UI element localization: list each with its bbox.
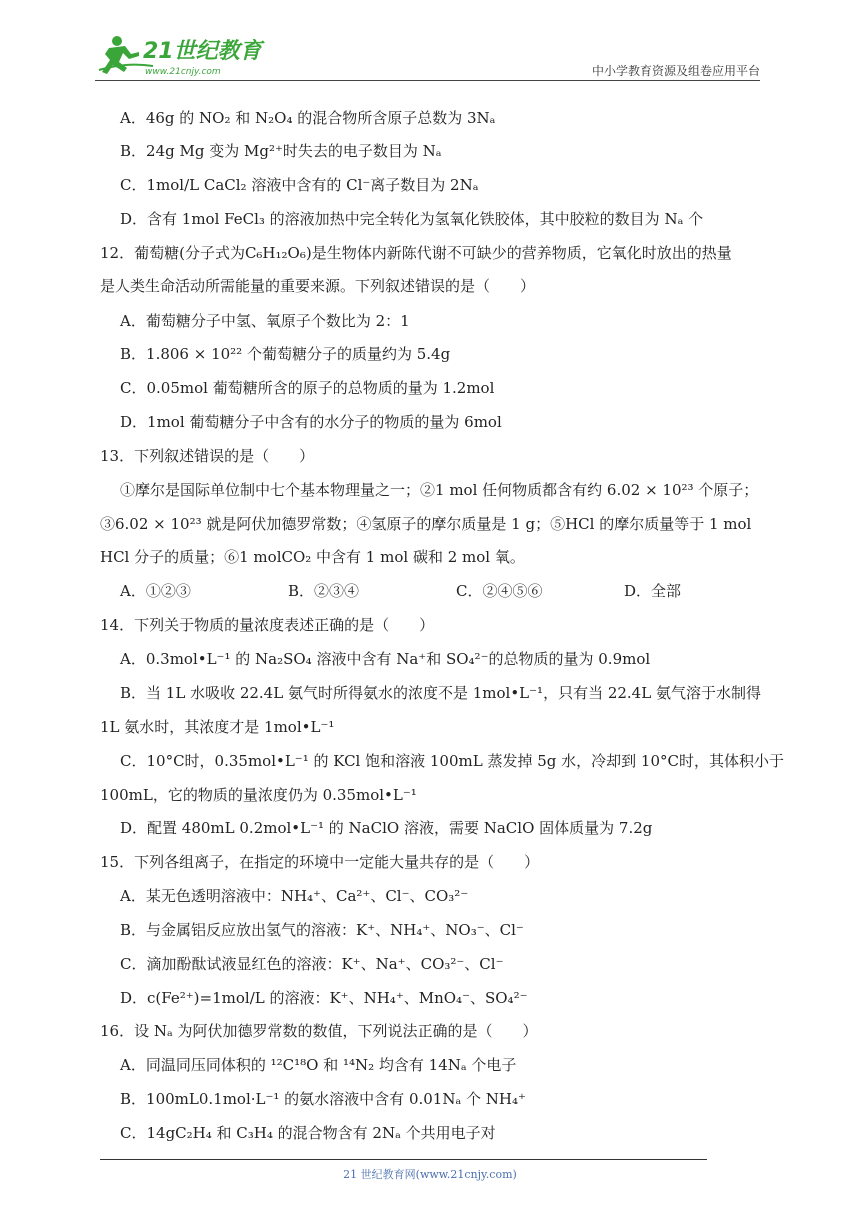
q13-statement-line1: ①摩尔是国际单位制中七个基本物理量之一；②1 mol 任何物质都含有约 6.02 × 10²³ 个原子； xyxy=(120,481,759,499)
q14-option-a: A．0.3mol•L⁻¹ 的 Na₂SO₄ 溶液中含有 Na⁺和 SO₄²⁻的总物质的量为 0.9mol xyxy=(120,650,651,668)
q14-stem: 14．下列关于物质的量浓度表述正确的是（ ） xyxy=(100,616,435,634)
q13-option-a: A．①②③ xyxy=(120,582,191,600)
q11-option-a: A．46g 的 NO₂ 和 N₂O₄ 的混合物所含原子总数为 3Nₐ xyxy=(120,109,496,127)
footer-link[interactable]: 21 世纪教育网(www.21cnjy.com) xyxy=(343,1168,517,1181)
q15-option-b: B．与金属铝反应放出氢气的溶液：K⁺、NH₄⁺、NO₃⁻、Cl⁻ xyxy=(120,921,524,939)
q13-options xyxy=(120,580,765,601)
q15-option-a: A．某无色透明溶液中：NH₄⁺、Ca²⁺、Cl⁻、CO₃²⁻ xyxy=(120,887,469,905)
page-header xyxy=(95,26,760,82)
q15-option-d: D．c(Fe²⁺)=1mol/L 的溶液：K⁺、NH₄⁺、MnO₄⁻、SO₄²⁻ xyxy=(120,989,528,1007)
footer-divider xyxy=(100,1159,707,1160)
q14-option-c-line2: 100mL，它的物质的量浓度仍为 0.35mol•L⁻¹ xyxy=(100,786,417,804)
q15-stem: 15．下列各组离子，在指定的环境中一定能大量共存的是（ ） xyxy=(100,853,540,871)
q13-option-d: D．全部 xyxy=(624,582,682,600)
q12-option-b: B．1.806 × 10²² 个葡萄糖分子的质量约为 5.4g xyxy=(120,345,451,363)
q16-option-c: C．14gC₂H₄ 和 C₃H₄ 的混合物含有 2Nₐ 个共用电子对 xyxy=(120,1124,496,1142)
q13-stem: 13．下列叙述错误的是（ ） xyxy=(100,447,315,465)
q14-option-b-line2: 1L 氨水时，其浓度才是 1mol•L⁻¹ xyxy=(100,718,335,736)
q11-option-d: D．含有 1mol FeCl₃ 的溶液加热中完全转化为氢氧化铁胶体，其中胶粒的数目为 Nₐ 个 xyxy=(120,210,704,228)
q13-statement-line2: ③6.02 × 10²³ 就是阿伏加德罗常数；④氢原子的摩尔质量是 1 g；⑤HCl 的摩尔质量等于 1 mol xyxy=(100,515,752,533)
q14-option-b-line1: B．当 1L 水吸收 22.4L 氨气时所得氨水的浓度不是 1mol•L⁻¹，只有当 22.4L 氨气溶于水制得 xyxy=(120,684,761,702)
q11-option-b: B．24g Mg 变为 Mg²⁺时失去的电子数目为 Nₐ xyxy=(120,142,442,160)
header-divider xyxy=(95,80,760,81)
q16-option-a: A．同温同压同体积的 ¹²C¹⁸O 和 ¹⁴N₂ 均含有 14Nₐ 个电子 xyxy=(120,1056,517,1074)
q16-stem: 16．设 Nₐ 为阿伏加德罗常数的数值，下列说法正确的是（ ） xyxy=(100,1022,538,1040)
logo-text: 21世纪教育 xyxy=(143,39,262,64)
q12-stem-line1: 12．葡萄糖(分子式为C₆H₁₂O₆)是生物体内新陈代谢不可缺少的营养物质，它氧化时放出的热量 xyxy=(100,244,732,262)
q15-option-c: C．滴加酚酞试液显红色的溶液：K⁺、Na⁺、CO₃²⁻、Cl⁻ xyxy=(120,955,504,973)
q13-option-c: C．②④⑤⑥ xyxy=(456,582,543,600)
logo-url: www.21cnjy.com xyxy=(145,67,221,77)
q12-stem-line2: 是人类生命活动所需能量的重要来源。下列叙述错误的是（ ） xyxy=(100,277,536,295)
q14-option-c-line1: C．10°C时，0.35mol•L⁻¹ 的 KCl 饱和溶液 100mL 蒸发掉 5g 水，冷却到 10°C时，其体积小于 xyxy=(120,752,784,770)
q13-option-b: B．②③④ xyxy=(288,582,360,600)
q11-option-c: C．1mol/L CaCl₂ 溶液中含有的 Cl⁻离子数目为 2Nₐ xyxy=(120,176,479,194)
platform-name: 中小学教育资源及组卷应用平台 xyxy=(591,64,760,78)
q16-option-b: B．100mL0.1mol·L⁻¹ 的氨水溶液中含有 0.01Nₐ 个 NH₄⁺ xyxy=(120,1090,526,1108)
logo-21cnjy xyxy=(95,32,295,78)
q14-option-d: D．配置 480mL 0.2mol•L⁻¹ 的 NaClO 溶液，需要 NaClO 固体质量为 7.2g xyxy=(120,819,653,837)
q13-statement-line3: HCl 分子的质量；⑥1 molCO₂ 中含有 1 mol 碳和 2 mol 氧。 xyxy=(100,548,525,566)
q12-option-a: A．葡萄糖分子中氢、氧原子个数比为 2：1 xyxy=(120,312,410,330)
q12-option-d: D．1mol 葡萄糖分子中含有的水分子的物质的量为 6mol xyxy=(120,413,502,431)
q12-option-c: C．0.05mol 葡萄糖所含的原子的总物质的量为 1.2mol xyxy=(120,379,495,397)
